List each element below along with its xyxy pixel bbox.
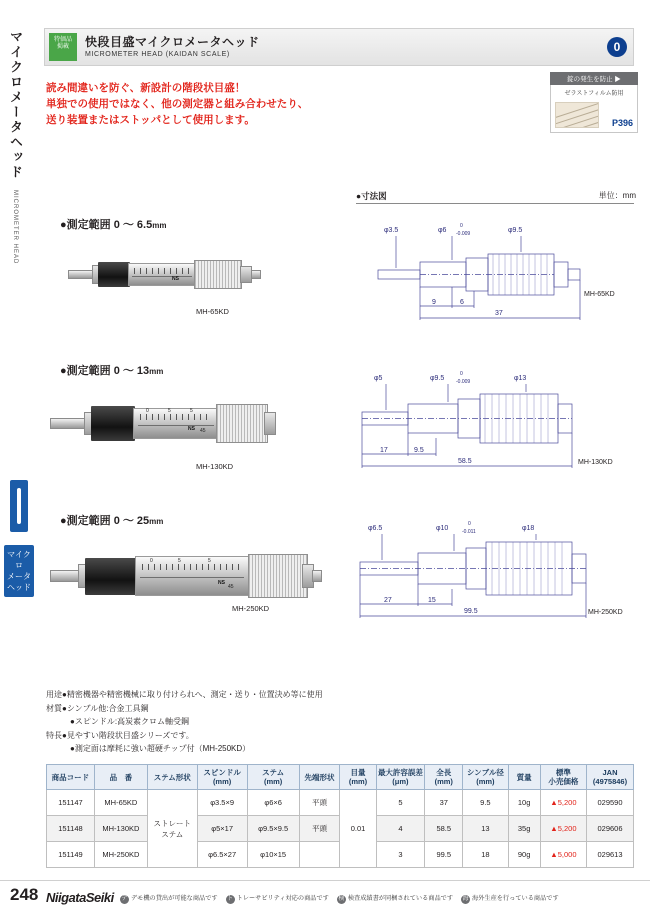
page-header bbox=[44, 28, 634, 66]
product-photo-1: NS bbox=[68, 250, 268, 298]
intro-text: 読み間違いを防ぐ、新設計の階段状目盛！ 単独での使用ではなく、他の測定器と組み合わせたり、 送り装置またはストッパとして使用します。 bbox=[46, 82, 309, 126]
th-thimble: シンブル径 (mm) bbox=[463, 765, 508, 790]
footer-note-1: ト トレーサビリティ対応の商品です bbox=[227, 895, 329, 902]
cell-spindle: φ6.5×27 bbox=[197, 842, 247, 868]
badge-line2: 掲載 bbox=[56, 44, 69, 50]
note-line-0: 用途●精密機器や精密機械に取り付けられへ、測定・送り・位置決め等に使用 bbox=[46, 690, 323, 699]
dim-left-dia-1: φ3.5 bbox=[384, 227, 399, 234]
th-mass: 質量 bbox=[508, 765, 540, 790]
range-label-2: ●測定範囲 0 ～ 13 bbox=[60, 365, 150, 377]
dim-right-dia-1: φ9.5 bbox=[508, 227, 523, 234]
dim-center-dia-3: φ10 bbox=[436, 525, 449, 532]
dim-center-dia-2: φ9.5 bbox=[430, 375, 445, 382]
cell-price: ▲5,000 bbox=[540, 842, 586, 868]
cell-price: ▲5,200 bbox=[540, 816, 586, 842]
range-heading-2 bbox=[60, 362, 163, 378]
range-heading-1 bbox=[60, 216, 166, 232]
cell-jan: 029606 bbox=[587, 816, 634, 842]
overseas-icon: 海 bbox=[462, 896, 469, 902]
cell-spindle: φ3.5×9 bbox=[197, 790, 247, 816]
cell-graduation: 0.01 bbox=[340, 790, 376, 868]
th-max-error: 最大許容誤差 (μm) bbox=[376, 765, 425, 790]
cell-tip: 平頭 bbox=[299, 816, 340, 842]
note-line-4: ●測定面は摩耗に強い超硬チップ付（MH-250KD） bbox=[46, 744, 251, 753]
product-photo-3: 0 5 5 45 NS bbox=[50, 540, 310, 606]
range-unit-2: mm bbox=[149, 367, 164, 376]
related-caption: ゼラストフィルム防用 bbox=[564, 91, 624, 97]
th-price: 標準 小売価格 bbox=[540, 765, 586, 790]
film-sheet-thumbnail bbox=[555, 102, 599, 128]
cell-code: 151149 bbox=[47, 842, 95, 868]
photo-caption-3: MH-250KD bbox=[232, 604, 270, 613]
page-title: 快段目盛マイクロメータヘッド bbox=[85, 35, 260, 49]
table-row bbox=[47, 790, 634, 816]
related-product-box[interactable] bbox=[550, 72, 638, 133]
related-page-link[interactable]: P396 bbox=[611, 118, 633, 128]
th-length: 全長 (mm) bbox=[425, 765, 463, 790]
cell-spindle: φ5×17 bbox=[197, 816, 247, 842]
range-label-1: ●測定範囲 0 ～ 6.5 bbox=[60, 219, 153, 231]
dim-len-a-1: 9 bbox=[432, 299, 436, 306]
range-label-3: ●測定範囲 0 ～ 25 bbox=[60, 515, 150, 527]
product-notes bbox=[46, 688, 466, 756]
dimension-drawing-2 bbox=[356, 368, 634, 478]
note-line-2: ●スピンドル:高炭素クロム軸受鋼 bbox=[46, 717, 190, 726]
specification-table bbox=[46, 764, 634, 868]
dim-len-total-3: 99.5 bbox=[464, 608, 478, 615]
footer-note-0: デ デモ機の貸出が可能な商品です bbox=[121, 895, 218, 902]
dim-tol-upper-3: 0 bbox=[468, 521, 471, 527]
cell-thimble: 13 bbox=[463, 816, 508, 842]
dim-tol-upper-2: 0 bbox=[460, 371, 463, 377]
dim-len-b-3: 15 bbox=[428, 597, 436, 604]
rail-tab-label: マイクロ メータ ヘッド bbox=[4, 545, 34, 597]
dim-len-b-2: 9.5 bbox=[414, 447, 424, 454]
drawing-caption-2: MH-130KD bbox=[578, 459, 613, 466]
footer-divider bbox=[0, 880, 650, 881]
dim-left-dia-2: φ5 bbox=[374, 375, 383, 382]
dimension-unit-label: 単位：mm bbox=[598, 191, 636, 200]
range-heading-3 bbox=[60, 512, 163, 528]
cell-stem: φ10×15 bbox=[247, 842, 299, 868]
dimension-drawing-3 bbox=[356, 518, 634, 628]
th-jan: JAN (4975846) bbox=[587, 765, 634, 790]
th-spindle: スピンドル (mm) bbox=[197, 765, 247, 790]
cell-mass: 90g bbox=[508, 842, 540, 868]
th-stem: ステム (mm) bbox=[247, 765, 299, 790]
dimension-drawing-1 bbox=[356, 218, 634, 328]
related-header: 錠の発生を防止 ▶ bbox=[550, 72, 638, 85]
dim-tol-lower-3: -0.011 bbox=[462, 529, 476, 535]
rail-title: マイクロメータヘッド bbox=[8, 30, 23, 180]
footer-legend bbox=[120, 893, 634, 904]
drawing-caption-3: MH-250KD bbox=[588, 609, 623, 616]
cell-max-error: 5 bbox=[376, 790, 425, 816]
cell-thimble: 9.5 bbox=[463, 790, 508, 816]
cell-code: 151147 bbox=[47, 790, 95, 816]
trace-icon: ト bbox=[227, 896, 234, 902]
th-model: 品 番 bbox=[94, 765, 147, 790]
dim-tol-upper-1: 0 bbox=[460, 223, 463, 229]
dimension-section-heading: ●寸法図 bbox=[356, 191, 387, 201]
note-line-3: 特長●見やすい階段状目盛シリーズです。 bbox=[46, 730, 194, 740]
cell-mass: 35g bbox=[508, 816, 540, 842]
inspection-icon: 検 bbox=[338, 896, 345, 902]
dim-len-b-1: 6 bbox=[460, 299, 464, 306]
badge-line1: 特価品 bbox=[53, 37, 72, 43]
dim-tol-lower-2: -0.009 bbox=[456, 379, 471, 385]
cell-stem-shape: ストレート ステム bbox=[147, 790, 197, 868]
page-subtitle: MICROMETER HEAD (KAIDAN SCALE) bbox=[85, 51, 230, 58]
cell-tip: 平頭 bbox=[299, 790, 340, 816]
product-photo-2: 0 5 5 45 NS bbox=[50, 392, 270, 452]
side-rail bbox=[0, 0, 38, 919]
th-code: 商品コード bbox=[47, 765, 95, 790]
range-unit-3: mm bbox=[149, 517, 164, 526]
cell-mass: 10g bbox=[508, 790, 540, 816]
drawing-caption-1: MH-65KD bbox=[584, 291, 615, 298]
cell-max-error: 4 bbox=[376, 816, 425, 842]
photo-caption-2: MH-130KD bbox=[196, 462, 234, 471]
note-line-1: 材質●シンブル他:合金工具鋼 bbox=[46, 703, 149, 713]
cell-jan: 029613 bbox=[587, 842, 634, 868]
dim-len-a-3: 27 bbox=[384, 597, 392, 604]
rail-subtitle: MICROMETER HEAD bbox=[12, 190, 18, 265]
dim-right-dia-3: φ18 bbox=[522, 525, 535, 532]
dim-len-total-2: 58.5 bbox=[458, 458, 472, 465]
cell-price: ▲5,200 bbox=[540, 790, 586, 816]
cell-max-error: 3 bbox=[376, 842, 425, 868]
special-price-badge bbox=[49, 33, 77, 61]
dim-left-dia-3: φ6.5 bbox=[368, 525, 383, 532]
cell-length: 37 bbox=[425, 790, 463, 816]
related-body bbox=[550, 85, 638, 133]
th-tip: 先端形状 bbox=[299, 765, 340, 790]
table-header-row bbox=[47, 765, 634, 790]
dim-tol-lower-1: -0.009 bbox=[456, 231, 471, 237]
dim-len-total-1: 37 bbox=[495, 310, 503, 317]
cell-thimble: 18 bbox=[463, 842, 508, 868]
demo-icon: デ bbox=[121, 896, 128, 902]
th-graduation: 目量 (mm) bbox=[340, 765, 376, 790]
circle-mark-icon: 0 bbox=[607, 37, 627, 57]
cell-model: MH-250KD bbox=[94, 842, 147, 868]
brand-logo: NiigataSeiki bbox=[46, 890, 114, 905]
dim-right-dia-2: φ13 bbox=[514, 375, 527, 382]
cell-length: 99.5 bbox=[425, 842, 463, 868]
micrometer-head-icon bbox=[10, 480, 28, 532]
cell-code: 151148 bbox=[47, 816, 95, 842]
cell-model: MH-130KD bbox=[94, 816, 147, 842]
cell-jan: 029590 bbox=[587, 790, 634, 816]
cell-stem: φ6×6 bbox=[247, 790, 299, 816]
divider bbox=[356, 203, 634, 204]
cell-tip bbox=[299, 842, 340, 868]
page-number: 248 bbox=[10, 885, 39, 904]
cell-length: 58.5 bbox=[425, 816, 463, 842]
footer-note-2: 検 検査成績書が同梱されている商品です bbox=[338, 895, 454, 902]
range-unit-1: mm bbox=[152, 221, 167, 230]
footer-note-3: 海 海外生産を行っている商品です bbox=[462, 895, 559, 902]
cell-stem: φ9.5×9.5 bbox=[247, 816, 299, 842]
photo-caption-1: MH-65KD bbox=[196, 307, 229, 316]
dim-center-dia-1: φ6 bbox=[438, 227, 447, 234]
cell-model: MH-65KD bbox=[94, 790, 147, 816]
th-stem-shape: ステム形状 bbox=[147, 765, 197, 790]
dim-len-a-2: 17 bbox=[380, 447, 388, 454]
